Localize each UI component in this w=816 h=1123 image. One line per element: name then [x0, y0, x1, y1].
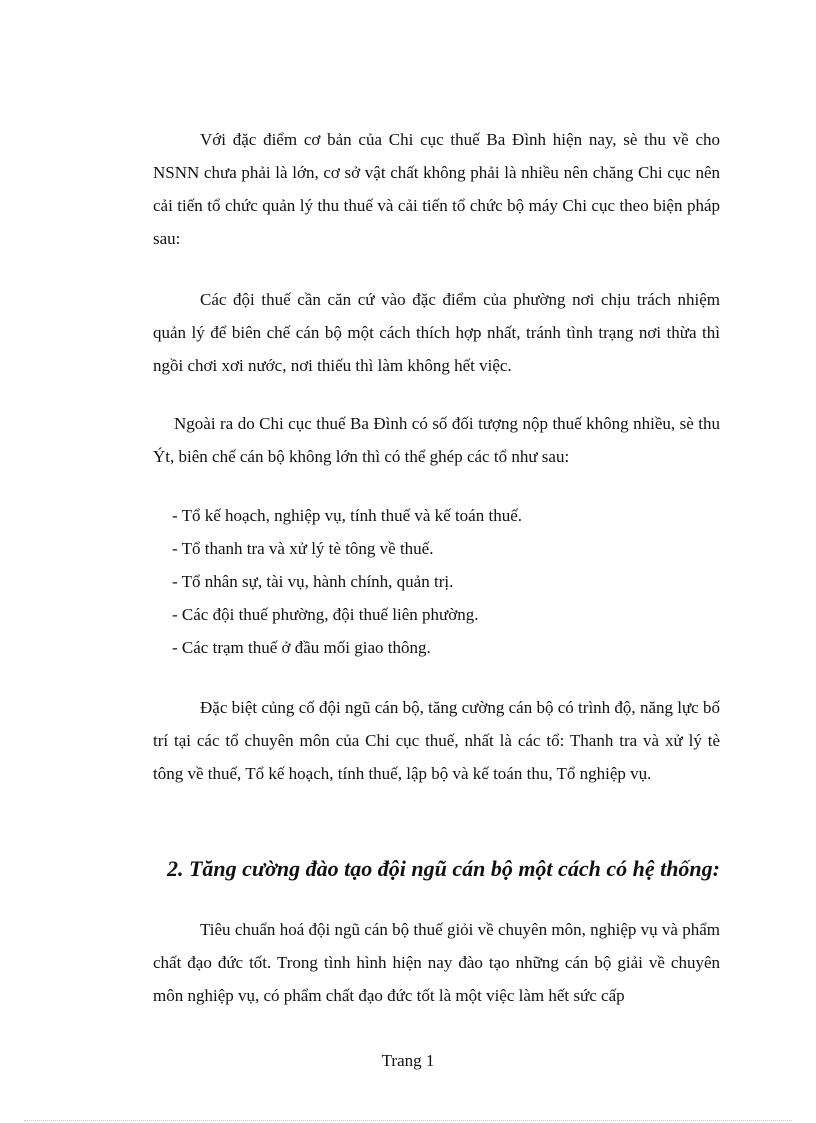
merge-groups-list	[172, 499, 712, 664]
paragraph-strengthen-staff: Đặc biệt củng cố đội ngũ cán bộ, tăng cường cán bộ có trình độ, năng lực bố trí tại các tổ chuyên môn của Chi cục thuế, nhất là các tổ: Thanh tra và xử lý tè tông về thuế, Tổ kế hoạch, tính thuế, lập bộ và kế toán thu, Tổ nghiệp vụ.	[153, 698, 720, 783]
paragraph-tax-teams: Các đội thuế cần căn cứ vào đặc điểm của phường nơi chịu trách nhiệm quản lý để biên chế cán bộ một cách thích hợp nhất, tránh tình trạng nơi thừa thì ngồi chơi xơi nước, nơi thiếu thì làm không hết việc.	[153, 290, 720, 375]
page-number: Trang 1	[381, 1051, 435, 1070]
list-item: - Các đội thuế phường, đội thuế liên phường.	[172, 605, 479, 624]
list-item: - Các trạm thuế ở đầu mối giao thông.	[172, 638, 431, 657]
list-item: - Tổ thanh tra và xử lý tè tông về thuế.	[172, 539, 434, 558]
list-item: - Tổ nhân sự, tài vụ, hành chính, quản trị.	[172, 572, 454, 591]
section-heading: 2. Tăng cường đào tạo đội ngũ cán bộ một cách có hệ thống:	[166, 856, 720, 881]
paragraph-training: Tiêu chuẩn hoá đội ngũ cán bộ thuế giỏi về chuyên môn, nghiệp vụ và phẩm chất đạo đức tốt. Trong tình hình hiện nay đào tạo những cán bộ giải về chuyên môn nghiệp vụ, có phẩm chất đạo đức tốt là một việc làm hết sức cấp	[153, 920, 720, 1005]
page-bottom-divider	[24, 1120, 792, 1121]
paragraph-intro: Với đặc điểm cơ bản của Chi cục thuế Ba Đình hiện nay, sè thu về cho NSNN chưa phải là lớn, cơ sở vật chất không phải là nhiều nên chăng Chi cục nên cải tiến tổ chức quản lý thu thuế và cải tiến tổ chức bộ máy Chi cục theo biện pháp sau:	[153, 130, 720, 248]
paragraph-merge-groups: Ngoài ra do Chi cục thuế Ba Đình có số đối tượng nộp thuế không nhiều, sè thu Ýt, biên chế cán bộ không lớn thì có thể ghép các tổ như sau:	[153, 414, 720, 466]
list-item: - Tổ kế hoạch, nghiệp vụ, tính thuế và kế toán thuế.	[172, 506, 522, 525]
